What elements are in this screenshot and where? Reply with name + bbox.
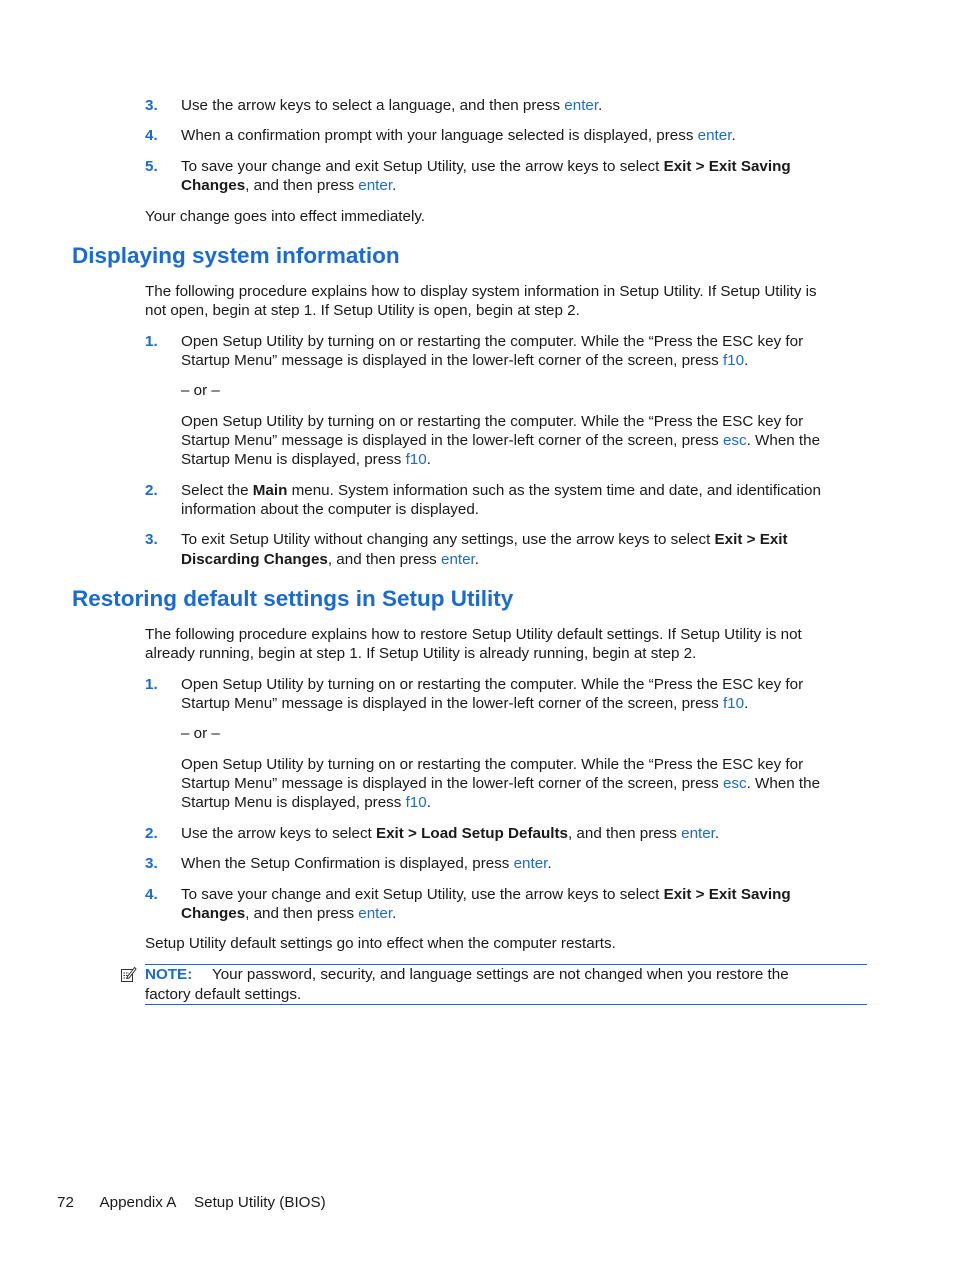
footer-title: Setup Utility (BIOS)	[194, 1194, 326, 1211]
step-number: 3.	[145, 855, 158, 872]
step-text: Open Setup Utility by turning on or restarting the computer. While the “Press the ESC key for	[181, 333, 804, 350]
key-name: esc	[722, 775, 747, 792]
step-number: 3.	[145, 97, 158, 114]
section-heading: Restoring default settings in Setup Utility	[72, 586, 514, 611]
paragraph: The following procedure explains how to display system information in Setup Utility. If Setup Utility is	[145, 283, 817, 300]
step-text: Startup Menu” message is displayed in the lower-left corner of the screen, press f10.	[181, 352, 749, 369]
step-text: Changes, and then press enter.	[181, 905, 397, 922]
key-name: f10	[405, 794, 427, 811]
key-name: enter	[697, 127, 732, 144]
step-text: To save your change and exit Setup Utility, use the arrow keys to select Exit > Exit Saving	[181, 158, 791, 175]
paragraph: not open, begin at step 1. If Setup Utility is open, begin at step 2.	[145, 302, 580, 319]
bold-term: Exit > Load Setup Defaults	[375, 825, 568, 842]
step-number: 1.	[145, 676, 158, 693]
step-text: To exit Setup Utility without changing any settings, use the arrow keys to select Exit > Exit	[181, 531, 788, 548]
step-text: Open Setup Utility by turning on or restarting the computer. While the “Press the ESC key for	[181, 413, 804, 430]
paragraph: Setup Utility default settings go into effect when the computer restarts.	[145, 935, 616, 952]
note-bottom-rule	[145, 1004, 867, 1005]
or-separator: – or –	[181, 725, 220, 742]
key-name: enter	[441, 551, 475, 568]
step-text: Changes, and then press enter.	[181, 177, 397, 194]
step-number: 4.	[145, 127, 158, 144]
step-text: Open Setup Utility by turning on or restarting the computer. While the “Press the ESC key for	[181, 676, 804, 693]
step-text: Startup Menu is displayed, press f10.	[181, 794, 431, 811]
paragraph: The following procedure explains how to restore Setup Utility default settings. If Setup Utility is not	[145, 626, 802, 643]
bold-term: Exit > Exit Saving	[663, 158, 791, 175]
step-text: information about the computer is displayed.	[181, 501, 480, 518]
page-footer	[57, 1193, 326, 1212]
note-text: Your password, security, and language settings are not changed when you restore the	[212, 966, 789, 983]
paragraph: already running, begin at step 1. If Setup Utility is already running, begin at step 2.	[145, 645, 697, 662]
key-name: enter	[358, 905, 393, 922]
note-text: factory default settings.	[145, 986, 302, 1003]
paragraph: Your change goes into effect immediately.	[145, 208, 426, 225]
key-name: f10	[722, 695, 745, 712]
step-text: Startup Menu is displayed, press f10.	[181, 451, 431, 468]
step-number: 3.	[145, 531, 158, 548]
step-text: Open Setup Utility by turning on or restarting the computer. While the “Press the ESC key for	[181, 756, 804, 773]
step-number: 4.	[145, 886, 158, 903]
step-text: Startup Menu” message is displayed in the lower-left corner of the screen, press f10.	[181, 695, 749, 712]
step-text: When a confirmation prompt with your language selected is displayed, press enter.	[181, 127, 736, 144]
bold-term: Discarding Changes	[181, 551, 328, 568]
step-text: Startup Menu” message is displayed in the lower-left corner of the screen, press esc. When the	[181, 432, 821, 449]
section-heading: Displaying system information	[72, 243, 400, 268]
step-text: Startup Menu” message is displayed in the lower-left corner of the screen, press esc. When the	[181, 775, 821, 792]
note-label: NOTE:	[145, 966, 193, 983]
bold-term: Exit > Exit	[714, 531, 788, 548]
key-name: enter	[358, 177, 393, 194]
step-text: Discarding Changes, and then press enter.	[181, 551, 480, 568]
key-name: esc	[722, 432, 747, 449]
key-name: enter	[513, 855, 548, 872]
bold-term: Changes	[181, 905, 246, 922]
step-number: 2.	[145, 482, 158, 499]
step-text: Select the Main menu. System information such as the system time and date, and identification	[181, 482, 821, 499]
key-name: f10	[722, 352, 745, 369]
bold-term: Main	[252, 482, 288, 499]
page-number: 72	[57, 1194, 74, 1211]
bold-term: Changes	[181, 177, 246, 194]
key-name: enter	[564, 97, 599, 114]
bold-term: Exit > Exit Saving	[663, 886, 791, 903]
step-text: Use the arrow keys to select a language, and then press enter.	[181, 97, 603, 114]
step-number: 5.	[145, 158, 158, 175]
step-text: Use the arrow keys to select Exit > Load Setup Defaults, and then press enter.	[181, 825, 720, 842]
step-text: When the Setup Confirmation is displayed, press enter.	[181, 855, 552, 872]
key-name: enter	[681, 825, 715, 842]
step-number: 2.	[145, 825, 158, 842]
step-number: 1.	[145, 333, 158, 350]
or-separator: – or –	[181, 382, 220, 399]
key-name: f10	[405, 451, 427, 468]
step-text: To save your change and exit Setup Utility, use the arrow keys to select Exit > Exit Saving	[181, 886, 791, 903]
note-pencil-icon	[120, 966, 137, 983]
footer-section: Appendix A	[99, 1194, 176, 1211]
